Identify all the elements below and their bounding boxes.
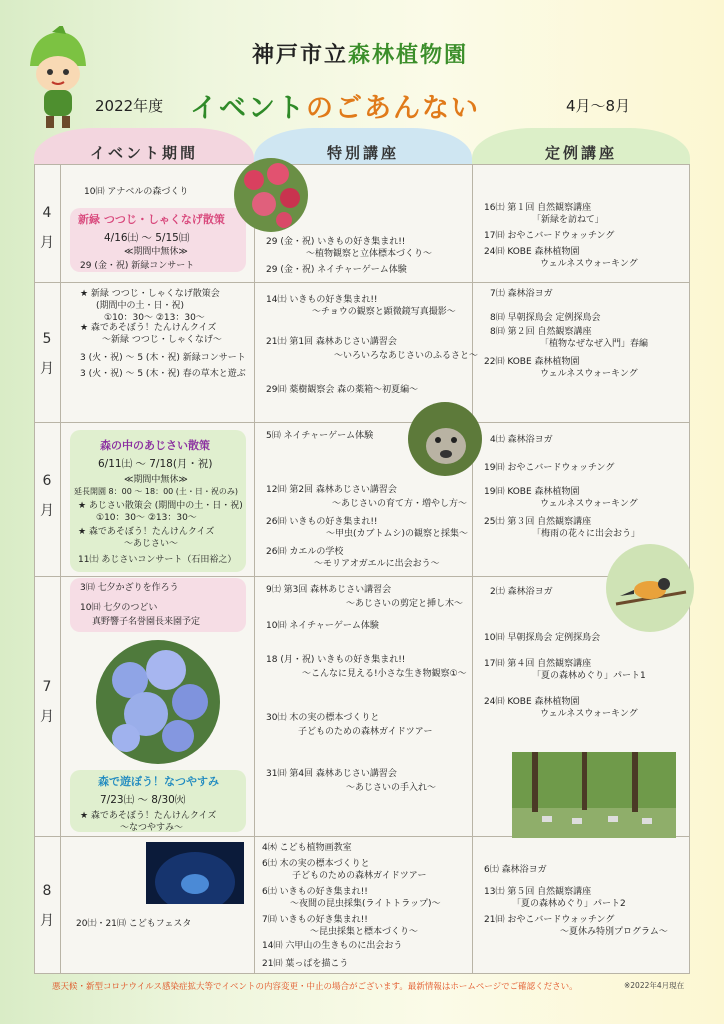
special-sub: 子どものための森林ガイドツアー [298, 727, 433, 737]
special-sub: 〜あじさいの育て方・増やし方〜 [332, 499, 468, 509]
special-item: 6㈯ 木の実の標本づくりと [262, 859, 370, 869]
regular-item: 19㈰ KOBE 森林植物園 [484, 487, 580, 497]
event-sub: 延長開園 8：00 〜 18：00 (土・日・祝のみ) [74, 487, 239, 496]
tab-special-course: 特別講座 [254, 128, 472, 174]
regular-item: 13㈯ 第５回 自然観察講座 [484, 887, 592, 897]
month-label-aug: 8 月 [40, 883, 54, 929]
special-item: 9㈯ 第3回 森林あじさい講習会 [266, 585, 392, 595]
special-item: 14㈯ いきもの好き集まれ!! [266, 295, 378, 305]
regular-item: 22㈰ KOBE 森林植物園 [484, 357, 580, 367]
tunnel-photo [146, 842, 244, 904]
regular-item: 25㈯ 第３回 自然観察講座 [484, 517, 592, 527]
garden-name: 森林植物園 [348, 43, 469, 68]
special-sub: 〜チョウの観察と顕微鏡写真撮影〜 [312, 307, 456, 317]
month-label-jul: 7 月 [40, 679, 54, 725]
regular-sub: 「夏の森林めぐり」パート1 [532, 671, 646, 681]
regular-sub: 「夏の森林めぐり」パート2 [512, 899, 626, 909]
event-title: 新緑 つつじ・しゃくなげ散策 [78, 213, 225, 226]
special-item: 5㈰ ネイチャーゲーム体験 [266, 431, 374, 441]
divider [34, 282, 690, 283]
special-item: 26㈰ カエルの学校 [266, 547, 344, 557]
special-sub: 〜夜間の昆虫採集(ライトトラップ)〜 [290, 899, 441, 909]
month-label-jun: 6 月 [40, 473, 54, 519]
event-title: 森の中のあじさい散策 [100, 439, 210, 452]
special-item: 29㈰ 薬樹観察会 森の薬箱〜初夏編〜 [266, 385, 419, 395]
special-item: 14㈰ 六甲山の生きものに出会おう [262, 941, 403, 951]
event-sub: (期間中の土・日・祝) [96, 301, 185, 311]
page-title [190, 86, 480, 125]
month-label-apr: 4 月 [40, 205, 54, 251]
regular-item: 4㈯ 森林浴ヨガ [490, 435, 553, 445]
special-sub: 〜昆虫採集と標本づくり〜 [310, 927, 419, 937]
special-sub: 〜あじさいの剪定と挿し木〜 [346, 599, 464, 609]
event-period: 4/16㈯ 〜 5/15㈰ [104, 232, 190, 244]
regular-item: 21㈰ おやこバードウォッチング [484, 915, 615, 925]
regular-item: 17㈰ 第４回 自然観察講座 [484, 659, 592, 669]
event-item: 20㈯・21㈰ こどもフェスタ [76, 919, 192, 929]
event-sub: ①10：30〜 ②13：30〜 [96, 513, 197, 523]
event-item: ★ 森であそぼう！たんけんクイズ [80, 811, 217, 821]
event-title: 森で遊ぼう！なつやすみ [98, 775, 219, 788]
bird-photo [606, 544, 694, 632]
as-of-note: ※2022年4月現在 [624, 981, 685, 990]
special-item: 10㈰ ネイチャーゲーム体験 [266, 621, 379, 631]
divider [472, 164, 473, 974]
regular-item: 16㈯ 第１回 自然観察講座 [484, 203, 592, 213]
tab-regular-course: 定例講座 [472, 128, 690, 174]
regular-item: 19㈰ おやこバードウォッチング [484, 463, 615, 473]
special-item: 4㈭ こども植物画教室 [262, 843, 352, 853]
regular-sub: 〜夏休み特別プログラム〜 [560, 927, 668, 937]
event-sub: 〜なつやすみ〜 [120, 823, 184, 833]
event-sub: 真野響子名誉園長来園予定 [92, 617, 201, 627]
disclaimer-footer: 悪天候・新型コロナウイルス感染症拡大等でイベントの内容変更・中止の場合がございます。最新情報はホームページでご確認ください。 [52, 982, 578, 992]
event-item: 3㈰ 七夕かざりを作ろう [80, 583, 179, 593]
event-item: ★ 森であそぼう！たんけんクイズ [78, 527, 215, 537]
special-sub: 〜モリアオガエルに出会おう〜 [314, 559, 440, 569]
special-sub: 〜こんなに見える!小さな生き物観察①〜 [302, 669, 467, 679]
forest-yoga-photo [512, 752, 676, 838]
mascot-illustration [22, 26, 92, 130]
special-sub: 〜いろいろなあじさいのふるさと〜 [334, 351, 479, 361]
special-sub: 〜あじさいの手入れ〜 [346, 783, 437, 793]
serow-photo [408, 402, 482, 476]
event-note: ≪期間中無休≫ [124, 475, 188, 485]
title-event: イベント [190, 93, 306, 124]
regular-sub: ウェルネスウォーキング [540, 499, 638, 509]
special-sub: 〜植物観察と立体標本づくり〜 [306, 249, 433, 259]
garden-logo [252, 38, 468, 69]
regular-item: 8㈰ 第２回 自然観察講座 [490, 327, 592, 337]
regular-sub: 「新緑を訪ねて」 [532, 215, 604, 225]
event-period: 6/11㈯ 〜 7/18(月・祝) [98, 458, 213, 470]
tab-event-period: イベント期間 [34, 128, 254, 174]
regular-sub: ウェルネスウォーキング [540, 369, 638, 379]
month-label-may: 5 月 [40, 331, 54, 377]
event-sub: ①10：30〜 ②13：30〜 [104, 313, 205, 323]
regular-item: 17㈰ おやこバードウォッチング [484, 231, 615, 241]
hydrangea-photo [96, 640, 220, 764]
event-period: 7/23㈯ 〜 8/30㈫ [100, 794, 186, 806]
event-item: 11㈯ あじさいコンサート（石田裕之） [78, 555, 237, 565]
special-item: 6㈯ いきもの好き集まれ!! [262, 887, 368, 897]
regular-sub: ウェルネスウォーキング [540, 709, 638, 719]
special-item: 29 (金・祝) いきもの好き集まれ!! [266, 237, 406, 247]
special-item: 21㈰ 葉っぱを描こう [262, 959, 349, 969]
event-item: ★ 森であそぼう！たんけんクイズ [80, 323, 217, 333]
event-sub: 〜新緑 つつじ・しゃくなげ〜 [102, 335, 222, 345]
regular-item: 24㈰ KOBE 森林植物園 [484, 697, 580, 707]
regular-sub: ウェルネスウォーキング [540, 259, 638, 269]
event-item: 3 (火・祝) 〜 5 (木・祝) 新緑コンサート [80, 353, 246, 363]
regular-item: 24㈰ KOBE 森林植物園 [484, 247, 580, 257]
regular-item: 6㈯ 森林浴ヨガ [484, 865, 547, 875]
fiscal-year: 2022年度 [95, 97, 164, 115]
event-item: 29 (金・祝) 新緑コンサート [80, 261, 195, 271]
special-item: 26㈰ いきもの好き集まれ!! [266, 517, 378, 527]
special-item: 31㈰ 第4回 森林あじさい講習会 [266, 769, 397, 779]
special-item: 18 (月・祝) いきもの好き集まれ!! [266, 655, 406, 665]
divider [34, 422, 690, 423]
special-item: 30㈯ 木の実の標本づくりと [266, 713, 380, 723]
event-sub: 〜あじさい〜 [124, 539, 179, 549]
divider [254, 164, 255, 974]
event-item: ★ 新緑 つつじ・しゃくなげ散策会 [80, 289, 220, 299]
special-item: 7㈰ いきもの好き集まれ!! [262, 915, 368, 925]
title-guide: のごあんない [306, 93, 480, 124]
divider [60, 164, 61, 974]
azalea-photo [234, 158, 308, 232]
divider [34, 576, 690, 577]
regular-item: 7㈯ 森林浴ヨガ [490, 289, 553, 299]
regular-item: 8㈰ 早朝探鳥会 定例探鳥会 [490, 313, 601, 323]
regular-item: 2㈯ 森林浴ヨガ [490, 587, 553, 597]
event-item: 10㈰ 七夕のつどい [80, 603, 158, 613]
special-item: 21㈯ 第1回 森林あじさい講習会 [266, 337, 397, 347]
event-item: 3 (火・祝) 〜 5 (木・祝) 春の草木と遊ぶ [80, 369, 246, 379]
regular-item: 10㈰ 早朝探鳥会 定例探鳥会 [484, 633, 601, 643]
city-name: 神戸市立 [252, 43, 349, 68]
event-item: ★ あじさい散策会 (期間中の土・日・祝) [78, 501, 243, 511]
special-item: 12㈰ 第2回 森林あじさい講習会 [266, 485, 397, 495]
special-item: 29 (金・祝) ネイチャーゲーム体験 [266, 265, 407, 275]
month-range: 4月〜8月 [566, 97, 631, 115]
event-item: 10㈰ アナベルの森づくり [84, 187, 189, 197]
special-sub: 子どものための森林ガイドツアー [292, 871, 427, 881]
event-note: ≪期間中無休≫ [124, 247, 188, 257]
special-sub: 〜甲虫(カブトムシ)の観察と採集〜 [326, 529, 469, 539]
regular-sub: 「梅雨の花々に出会おう」 [532, 529, 641, 539]
regular-sub: 「植物なぜなぜ入門」春編 [540, 339, 649, 349]
